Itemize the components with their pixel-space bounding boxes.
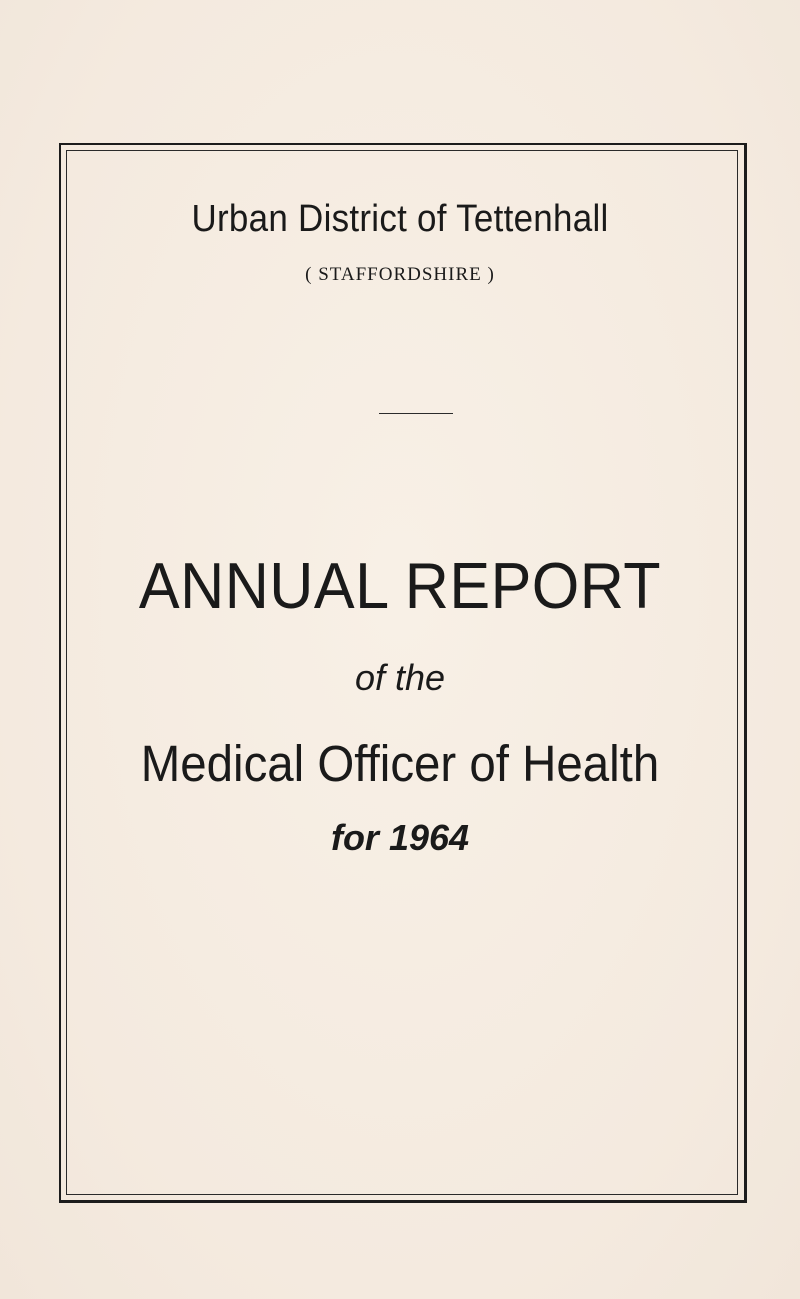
report-title: ANNUAL REPORT bbox=[138, 549, 662, 622]
officer-title: Medical Officer of Health bbox=[140, 735, 660, 792]
divider-rule bbox=[379, 413, 453, 414]
district-heading: Urban District of Tettenhall bbox=[191, 198, 609, 240]
of-the-text: of the bbox=[354, 657, 446, 698]
county-subheading: ( STAFFORDSHIRE ) bbox=[305, 264, 495, 285]
report-year: for 1964 bbox=[330, 817, 470, 858]
